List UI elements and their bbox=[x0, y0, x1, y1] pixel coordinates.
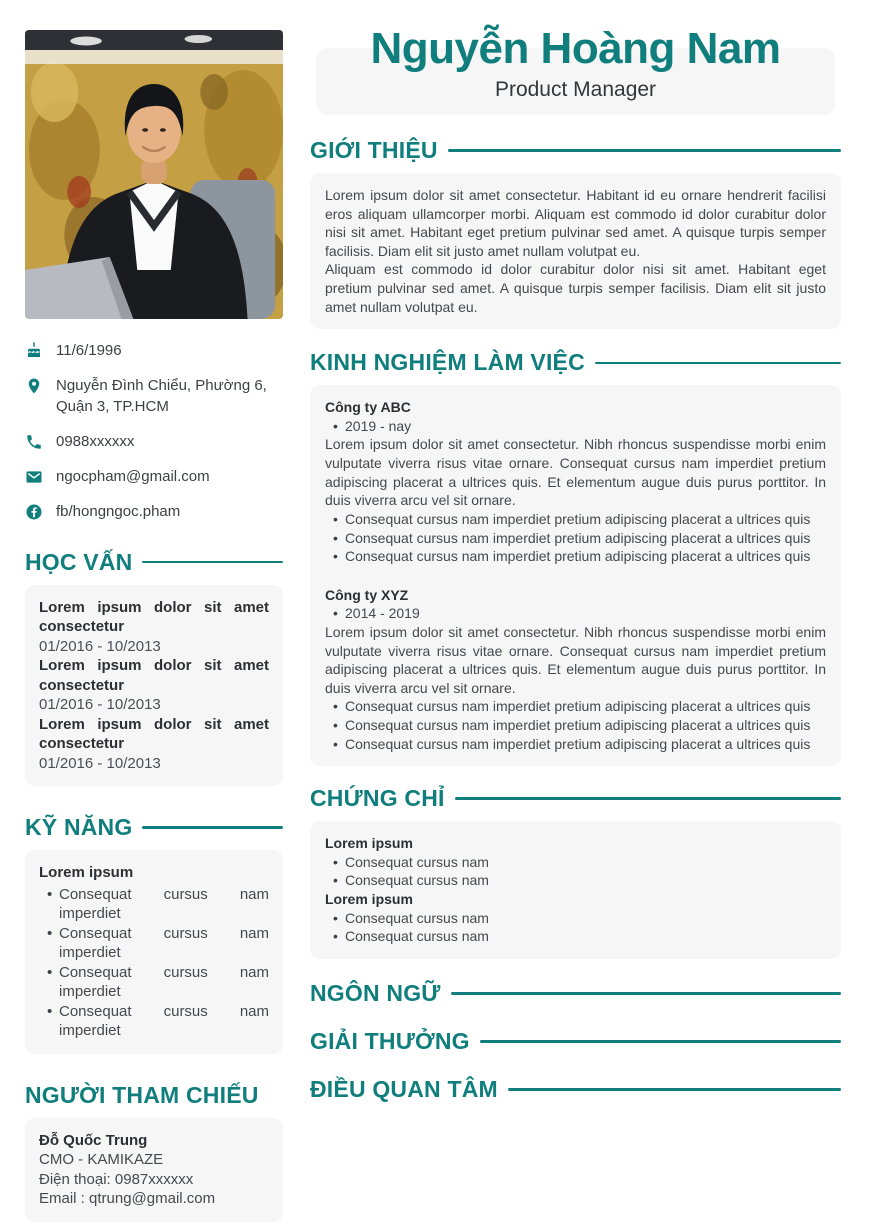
heading-rule bbox=[142, 826, 283, 829]
job-bullet: • Consequat cursus nam imperdiet pretium adipiscing placerat a ultrices quis bbox=[345, 547, 826, 566]
job-title: Product Manager bbox=[494, 78, 657, 101]
skills-heading bbox=[25, 814, 283, 841]
contact-address bbox=[25, 376, 283, 417]
candidate-name: Nguyễn Hoàng Nam bbox=[370, 24, 781, 73]
awards-heading-label: GIẢI THƯỞNG bbox=[310, 1027, 470, 1054]
heading-rule bbox=[595, 362, 841, 365]
job-summary: Lorem ipsum dolor sit amet consectetur. Nibh rhoncus suspendisse morbi enim vulputate viverra risus vitae ornare. Consequat cursus nam imperdiet pretium adipiscing placerat a ultrices quis. Et elementum augue duis purus porttitor. In duis viverra arcu vel sit ornare. bbox=[325, 623, 826, 696]
job-company: Công ty ABC bbox=[325, 399, 411, 416]
education-item bbox=[39, 598, 269, 657]
heading-rule bbox=[448, 149, 841, 152]
reference-phone: Điện thoại: 0987xxxxxx bbox=[39, 1170, 194, 1188]
skill-item: • Consequat cursus nam imperdiet bbox=[59, 963, 269, 1002]
education-heading-label: HỌC VẤN bbox=[25, 548, 133, 575]
languages-heading bbox=[310, 980, 841, 1007]
certificate-item: • Consequat cursus nam bbox=[345, 871, 826, 890]
skill-item: • Consequat cursus nam imperdiet bbox=[59, 1002, 269, 1041]
certificate-item: • Consequat cursus nam bbox=[345, 853, 826, 872]
profile-photo-illustration bbox=[25, 30, 283, 319]
contact-email bbox=[25, 467, 283, 487]
job-bullet: • Consequat cursus nam imperdiet pretium adipiscing placerat a ultrices quis bbox=[345, 697, 826, 716]
contact-facebook-text: fb/hongngoc.pham bbox=[56, 503, 181, 521]
languages-heading-label: NGÔN NGỮ bbox=[310, 979, 441, 1006]
job-company: Công ty XYZ bbox=[325, 586, 409, 603]
contact-list bbox=[25, 341, 283, 523]
reference-name: Đỗ Quốc Trung bbox=[39, 1131, 148, 1149]
about-heading-label: GIỚI THIỆU bbox=[310, 137, 438, 163]
reference-position: CMO - KAMIKAZE bbox=[39, 1151, 164, 1168]
about-heading bbox=[310, 137, 841, 164]
certificate-list bbox=[325, 909, 826, 946]
heading-rule bbox=[142, 561, 283, 564]
profile-photo bbox=[25, 30, 283, 319]
certificate-group-title: Lorem ipsum bbox=[325, 891, 413, 908]
contact-facebook bbox=[25, 502, 283, 522]
experience-heading-label: KINH NGHIỆM LÀM VIỆC bbox=[310, 349, 585, 376]
contact-phone bbox=[25, 432, 283, 452]
contact-birthday-text: 11/6/1996 bbox=[56, 342, 122, 359]
skill-item: • Consequat cursus nam imperdiet bbox=[59, 885, 269, 924]
education-item-title: Lorem ipsum dolor sit amet consectetur bbox=[39, 657, 269, 694]
about-paragraph: Aliquam est commodo id dolor curabitur dolor nisi sit amet. Habitant eget pretium pulvinar sed amet. A quisque turpis semper facilisis. Diam elit sit justo amet nullam volutpat eu. bbox=[325, 261, 826, 315]
certificates-panel bbox=[310, 821, 841, 959]
about-panel bbox=[310, 173, 841, 329]
awards-heading bbox=[310, 1028, 841, 1055]
heading-rule bbox=[508, 1088, 841, 1091]
job-bullets bbox=[325, 697, 826, 753]
email-icon bbox=[25, 468, 43, 486]
birthday-cake-icon bbox=[25, 342, 43, 360]
phone-icon bbox=[25, 433, 43, 451]
certificate-group-title: Lorem ipsum bbox=[325, 835, 413, 852]
job-period-list bbox=[325, 604, 826, 623]
education-panel bbox=[25, 585, 283, 787]
skill-item: • Consequat cursus nam imperdiet bbox=[59, 924, 269, 963]
job-bullets bbox=[325, 510, 826, 566]
interests-heading-label: ĐIỀU QUAN TÂM bbox=[310, 1075, 498, 1102]
references-heading bbox=[25, 1082, 283, 1109]
heading-rule bbox=[451, 992, 841, 995]
contact-address-text: Nguyễn Đình Chiểu, Phường 6, Quận 3, TP.HCM bbox=[56, 377, 267, 415]
experience-panel bbox=[310, 385, 841, 766]
job-period: • 2019 - nay bbox=[345, 417, 826, 436]
job-summary: Lorem ipsum dolor sit amet consectetur. Nibh rhoncus suspendisse morbi enim vulputate viverra risus vitae ornare. Consequat cursus nam imperdiet pretium adipiscing placerat a ultrices quis. Et elementum augue duis purus porttitor. In duis viverra arcu vel sit ornare. bbox=[325, 436, 826, 509]
heading-rule bbox=[455, 797, 841, 800]
certificates-heading bbox=[310, 785, 841, 812]
contact-birthday bbox=[25, 341, 283, 361]
job-bullet: • Consequat cursus nam imperdiet pretium adipiscing placerat a ultrices quis bbox=[345, 510, 826, 529]
education-item bbox=[39, 715, 269, 774]
location-pin-icon bbox=[25, 377, 43, 395]
education-item-period: 01/2016 - 10/2013 bbox=[39, 637, 161, 655]
sidebar bbox=[25, 30, 283, 1222]
interests-heading bbox=[310, 1076, 841, 1103]
main-content bbox=[310, 24, 841, 1103]
contact-email-text: ngocpham@gmail.com bbox=[56, 468, 210, 485]
education-item-title: Lorem ipsum dolor sit amet consectetur bbox=[39, 598, 269, 635]
references-panel bbox=[25, 1118, 283, 1222]
heading-rule bbox=[480, 1040, 841, 1043]
facebook-icon bbox=[25, 503, 43, 521]
job-bullet: • Consequat cursus nam imperdiet pretium adipiscing placerat a ultrices quis bbox=[345, 716, 826, 735]
certificates-heading-label: CHỨNG CHỈ bbox=[310, 785, 445, 812]
references-heading-label: NGƯỜI THAM CHIẾU bbox=[25, 1081, 259, 1108]
experience-job bbox=[325, 586, 826, 753]
certificate-item: • Consequat cursus nam bbox=[345, 927, 826, 946]
reference-email: Email : qtrung@gmail.com bbox=[39, 1190, 216, 1207]
job-period-list bbox=[325, 417, 826, 436]
certificate-item: • Consequat cursus nam bbox=[345, 909, 826, 928]
education-item-title: Lorem ipsum dolor sit amet consectetur bbox=[39, 715, 269, 752]
skills-panel bbox=[25, 850, 283, 1054]
certificate-list bbox=[325, 853, 826, 890]
education-item bbox=[39, 656, 269, 715]
job-bullet: • Consequat cursus nam imperdiet pretium adipiscing placerat a ultrices quis bbox=[345, 529, 826, 548]
education-heading bbox=[25, 549, 283, 576]
education-item-period: 01/2016 - 10/2013 bbox=[39, 754, 161, 772]
contact-phone-text: 0988xxxxxx bbox=[56, 432, 135, 450]
skills-group-title: Lorem ipsum bbox=[39, 864, 134, 881]
skills-heading-label: KỸ NĂNG bbox=[25, 814, 133, 840]
job-bullet: • Consequat cursus nam imperdiet pretium adipiscing placerat a ultrices quis bbox=[345, 735, 826, 754]
education-item-period: 01/2016 - 10/2013 bbox=[39, 696, 161, 713]
experience-job bbox=[325, 398, 826, 565]
skills-list bbox=[39, 885, 269, 1041]
about-paragraph: Lorem ipsum dolor sit amet consectetur. Habitant id eu ornare hendrerit facilisi eros aliquam ullamcorper morbi. Aliquam est commodo id dolor curabitur dolor nisi sit amet. Habitant eget pretium pulvinar sed amet. A quisque turpis semper facilisis. Diam elit sit justo amet nullam volutpat eu. bbox=[325, 187, 826, 259]
job-period: • 2014 - 2019 bbox=[345, 604, 826, 623]
experience-heading bbox=[310, 349, 841, 376]
